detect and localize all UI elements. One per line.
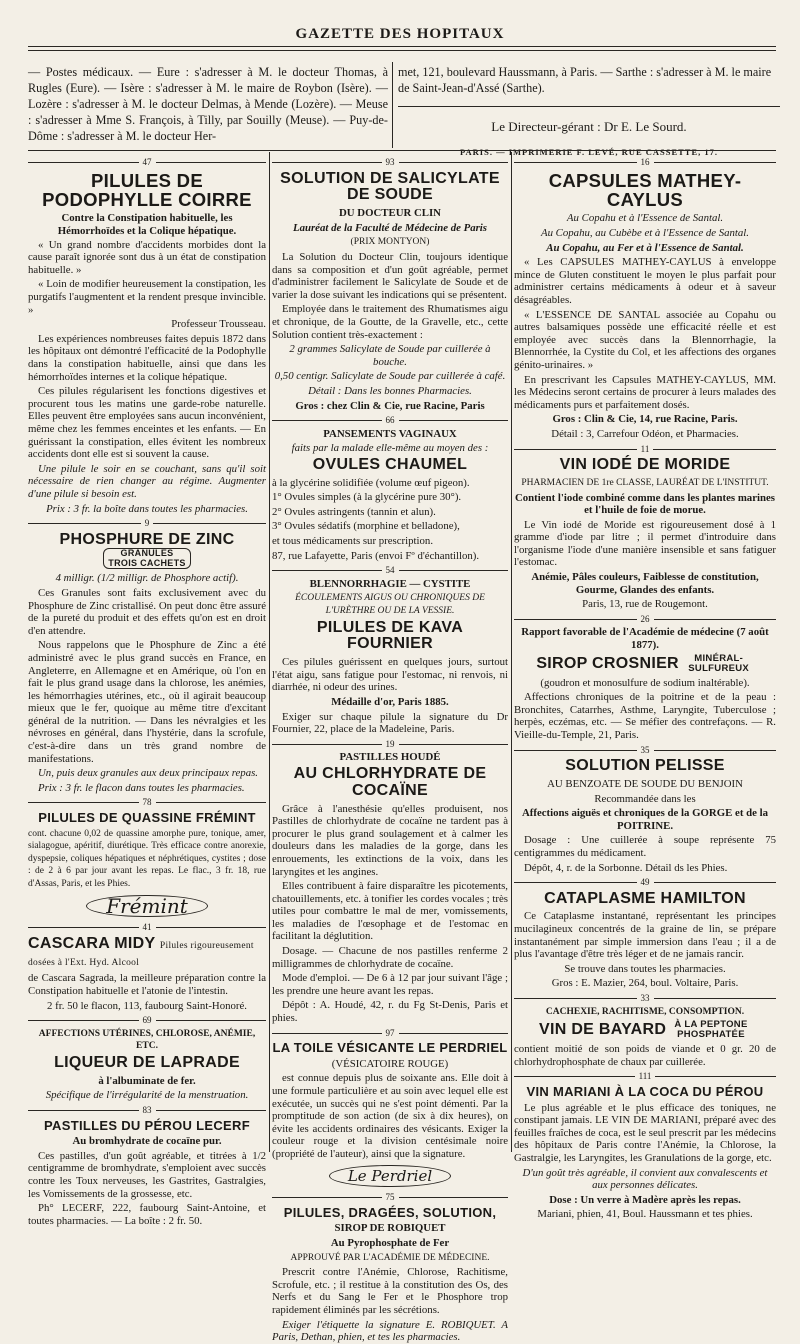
ad-number: 41: [28, 921, 266, 934]
ad-composition: (goudron et monosulfure de sodium inaltérable).: [540, 676, 750, 689]
ad-mode: Mode d'emploi. — De 6 à 12 par jour suivant l'âge ; les prendre une heure avant les repas.: [272, 972, 508, 997]
ad-title: SOLUTION PELISSE: [565, 757, 725, 775]
top-divider: [392, 62, 393, 148]
ad-address: Mariani, phien, 41, Boul. Haussmann et tes phies.: [537, 1208, 753, 1221]
ad-title: PILULES DE QUASSINE FRÉMINT: [38, 810, 256, 826]
ad-perou-lecerf: [28, 1104, 266, 1227]
ad-robiquet: [272, 1191, 508, 1344]
ad-subtitle: à l'albuminate de fer.: [98, 1074, 196, 1087]
ad-footer: Ph° LECERF, 222, faubourg Saint-Antoine, et toutes pharmacies. — La boîte : 2 fr. 50.: [28, 1202, 266, 1227]
ad-body: Ces pilules régularisent les fonctions digestives et procurent tous les matins une garde-robe naturelle. Elles peuvent être employées sans aucun inconvénient, même chez les femmes enceintes et les enfants. — En guérissant la constipation, elles évitent les nombreux accidents dont elle est si souvent la cause.: [28, 385, 266, 461]
ad-title: CATAPLASME HAMILTON: [544, 889, 746, 907]
ad-dosage: Un, puis deux granules aux deux principaux repas.: [38, 767, 258, 780]
ad-subtitle: AU BENZOATE DE SOUDE DU BENJOIN: [547, 777, 743, 790]
ad-title: VIN DE BAYARD À LA PEPTONE PHOSPHATÉE: [514, 1020, 776, 1040]
ad-column-1: [28, 156, 266, 1227]
ad-address: Paris, 13, rue de Rougemont.: [582, 598, 708, 611]
ad-number: 49: [514, 876, 776, 889]
ad-line: Au Copahu et à l'Essence de Santal.: [566, 212, 724, 225]
ad-title: VIN MARIANI À LA COCA DU PÉROU: [526, 1083, 764, 1099]
ad-body: Le plus agréable et le plus efficace des toniques, ne constipant jamais. LE VIN DE MARIANI, préparé avec des feuilles fraîches de coca, est le seul prescrit par les médecins des hôpitaux de Paris contre l'Anémie, la Chlorose, la Gastralgie, les Laryngites, les Granulations de la gorge, etc.: [514, 1101, 776, 1164]
ad-body: Les expériences nombreuses faites depuis 1872 dans les hôpitaux ont démontré l'efficacité de la Podophylle dans la constipation habituelle, ainsi que dans les hémorrhoïdes internes et la colique hépatique.: [28, 332, 266, 383]
ad-title: PASTILLES DU PÉROU LECERF: [44, 1117, 250, 1133]
ad-price: 2 fr. 50 le flacon, 113, faubourg Saint-Honoré.: [47, 999, 247, 1012]
ad-title: OVULES CHAUMEL: [312, 455, 468, 473]
ad-dose: 2 grammes Salicylate de Soude par cuillerée à bouche.: [289, 343, 491, 368]
ad-number: 111: [514, 1070, 776, 1083]
ad-number: 75: [272, 1191, 508, 1204]
ad-number: 33: [514, 992, 776, 1005]
ad-recommended: Recommandée dans les: [594, 792, 696, 805]
quote: « Loin de modifier heureusement la constipation, les purgatifs l'augmentent et la rendent presque invincible. »: [28, 278, 266, 316]
ad-tagline: BLENNORRHAGIE — CYSTITE: [309, 577, 471, 590]
ad-laprade: [28, 1014, 266, 1102]
ad-body: Ces Granules sont faits exclusivement avec du Phosphure de Zinc cristallisé. On peut donc être assuré de la pureté du produit et des effets qu'on est en droit d'en attendre.: [28, 586, 266, 637]
ad-depot: Dépôt, 4, r. de la Sorbonne. Détail ds les Phies.: [524, 861, 728, 874]
ad-dose: 0,50 centigr. Salicylate de Soude par cuillerée à café.: [274, 370, 506, 383]
ad-title: PHOSPHURE DE ZINC GRANULES TROIS CACHETS: [59, 530, 235, 568]
ad-body: Grâce à l'anesthésie qu'elles produisent, nos Pastilles de chlorhydrate de cocaïne ne tardent pas à procurer le plus grand soulagement et à calmer les douleurs dans les maladies de la gorge, dans les enrouements, les extinctions de la voix, dans les laryngites et les angines.: [272, 802, 508, 878]
ad-number: 35: [514, 744, 776, 757]
ad-number: 19: [272, 738, 508, 751]
ad-body: Ces pastilles, d'un goût agréable, et titrées à 1/2 centigramme de bromhydrate, s'emploient avec succès contre les Toux nerveuses, les Gastrites, Gastralgies, les Vomissements de la grossesse, etc.: [28, 1149, 266, 1200]
ad-body: Employée dans le traitement des Rhumatismes aigu et chronique, de la Goutte, de la Gravelle, etc., cette Solution contient très-exactement :: [272, 303, 508, 341]
ad-detail: Détail : 3, Carrefour Odéon, et Pharmacies.: [551, 427, 739, 440]
ad-phosphure-zinc: [28, 517, 266, 794]
ad-number: 47: [28, 156, 266, 169]
ad-italic: D'un goût très agréable, il convient aux convalescents et aux personnes délicates.: [522, 1166, 768, 1192]
redacteur-rule: [398, 106, 780, 107]
ad-price: Prix : 3 fr. la boîte dans toutes les pharmacies.: [46, 502, 248, 515]
ad-clin-salicylate: [272, 156, 508, 412]
ad-spec: Spécifique de l'irrégularité de la menstruation.: [45, 1089, 249, 1102]
ad-approved: APPROUVÉ PAR L'ACADÉMIE DE MÉDECINE.: [290, 1252, 490, 1263]
column-divider-1: [269, 152, 270, 1152]
ad-body: de Cascara Sagrada, la meilleure préparation contre la Constipation habituelle et l'atonie de l'intestin.: [28, 972, 266, 998]
ad-body: Ce Cataplasme instantané, représentant les principes mucilagineux concentrés de la graine de lin, se prépare instantanément par simple immersion dans l'eau ; il a de plus l'avantage d'être très léger et de ne jamais rancir.: [514, 910, 776, 961]
ad-number: 26: [514, 613, 776, 626]
ad-body: Prescrit contre l'Anémie, Chlorose, Rachitisme, Scrofule, etc. ; il restitue à la constitution des Os, des Nerfs et du Sang le Fer et le Phosphore trop rapidement éliminés par les sécrétions.: [272, 1266, 508, 1317]
ad-tagline: AFFECTIONS UTÉRINES, CHLOROSE, ANÉMIE, ETC.: [38, 1028, 256, 1052]
ad-subtitle: DU DOCTEUR CLIN: [339, 207, 441, 220]
ad-list-item: et tous médicaments sur prescription.: [272, 535, 434, 548]
ad-title: VIN IODÉ DE MORIDE: [559, 456, 731, 474]
ad-title: SIROP CROSNIER MINÉRAL-SULFUREUX: [514, 654, 776, 674]
quote-author: Professeur Trousseau.: [171, 318, 266, 331]
ad-body: Elles contribuent à faire disparaître les picotements, chatouillements, etc. à tonifier les cordes vocales ; très utiles pour combattre le mal de mer, vomissements, les maladies de l'œsophage et de l'estomac en facilitant la déglutition.: [272, 880, 508, 943]
ad-body: est connue depuis plus de soixante ans. Elle doit à une formule particulière et au soin avec lequel elle est exécutée, un succès qui ne s'est point démenti. Par la promptitude de son action (de six à dix heures), on évite les accidents ordinaires des vésicants. Exiger la couleur rouge et la division centésimale noire (propriété de l'auteur), ainsi que la signature.: [272, 1072, 508, 1161]
ad-vin-mariani: [514, 1070, 776, 1221]
ad-dosage: Dosage. — Chacune de nos pastilles renferme 2 milligrammes de chlorhydrate de cocaïne.: [272, 945, 508, 970]
column-divider-2: [511, 152, 512, 1152]
ad-title: LA TOILE VÉSICANTE LE PERDRIEL: [272, 1040, 508, 1056]
ad-laureat: Lauréat de la Faculté de Médecine de Paris: [292, 221, 487, 234]
ad-title: LIQUEUR DE LAPRADE: [54, 1054, 240, 1071]
ad-body: à la glycérine solidifiée (volume œuf pigeon).: [272, 476, 470, 489]
ad-kava-fournier: [272, 564, 508, 736]
ad-cataplasme-hamilton: [514, 876, 776, 990]
postes-medicaux-text: — Postes médicaux. — Eure : s'adresser à M. le docteur Thomas, à Rugles (Eure). — Isère : s'adresser à M. le maire de Roybon (Isère). — Lozère : s'adresser à M. le docteur Delmas, à Mende (Lozère). — Meuse : s'adresser à Mme S. François, à Tilly, par Souilly (Meuse). — Puy-de-Dôme : s'adresser à M. le docteur Her-: [28, 65, 388, 143]
ad-toile-perdriel: [272, 1027, 508, 1188]
ad-footer: Exiger sur chaque pilule la signature du Dr Fournier, 22, place de la Madeleine, Paris.: [272, 710, 508, 736]
ad-number: 83: [28, 1104, 266, 1117]
ad-dosage: Une pilule le soir en se couchant, sans qu'il soit nécessaire de rien changer au régime. Augmenter d'une pilule si besoin est.: [28, 462, 266, 500]
ad-number: 69: [28, 1014, 266, 1027]
ad-title-side: GRANULES TROIS CACHETS: [103, 548, 191, 569]
ad-where: Se trouve dans toutes les pharmacies.: [564, 962, 726, 975]
ad-body: « L'ESSENCE DE SANTAL associée au Copahu ou autres balsamiques possède une efficacité réelle et est employée avec succès dans la Blennorrhagie, la Blennorrhée, la Cystite du Col, et les affections des organes génito-urinaires. »: [514, 308, 776, 371]
quote: « Un grand nombre d'accidents morbides dont la cause paraît ignorée sont dus à un état de constipation habituelle. »: [28, 238, 266, 276]
ad-subtitle: Au Pyrophosphate de Fer: [330, 1237, 450, 1250]
ad-title: CAPSULES MATHEY-CAYLUS: [548, 169, 742, 211]
ad-tagline-2: faits par la malade elle-même au moyen des :: [291, 442, 489, 455]
ad-title: PILULES DE PODOPHYLLE COIRRE: [42, 169, 252, 211]
ad-vin-moride: [514, 443, 776, 611]
ad-title-small: PASTILLES HOUDÉ: [339, 751, 441, 764]
ad-subtitle: Contre la Constipation habituelle, les Hémorrhoïdes et la Colique hépatique.: [57, 212, 237, 238]
ad-title-side: À LA PEPTONE PHOSPHATÉE: [674, 1019, 748, 1041]
ad-sirop-crosnier: [514, 613, 776, 742]
ad-quassine: [28, 796, 266, 917]
ad-body: Le Vin iodé de Moride est rigoureusement dosé à 1 gramme d'iode par litre ; il permet d'introduire dans l'organisme l'iode d'une manière insensible et sans fatiguer l'estomac.: [514, 518, 776, 569]
ad-line: Au Copahu, au Fer et à l'Essence de Santal.: [546, 241, 744, 254]
ad-title: PILULES DE KAVA FOURNIER: [316, 618, 464, 653]
ad-list-item: 3° Ovules sédatifs (morphine et belladone),: [272, 520, 460, 533]
ad-prix: (PRIX MONTYON): [350, 237, 430, 248]
ad-pastilles-houde: [272, 738, 508, 1025]
header-rule: [28, 46, 776, 47]
ad-column-2: [272, 156, 508, 1344]
ad-subtitle: PHARMACIEN DE 1re CLASSE, LAURÉAT DE L'INSTITUT.: [521, 477, 769, 488]
ad-title: AU CHLORHYDRATE DE COCAÏNE: [293, 764, 487, 799]
ad-price: Prix : 3 fr. le flacon dans toutes les pharmacies.: [38, 781, 245, 794]
imprint-line: PARIS. — IMPRIMERIE F. LEVÉ, RUE CASSETTE, 17.: [459, 147, 719, 157]
ad-body: Nous rappelons que le Phosphure de Zinc a été administré avec le plus grand succès en France, en Angleterre, en Allemagne et en Amérique, où l'on en fait le plus grand usage dans la chlorose, les anémies, les hémorrhagies utérines, etc., où il agirait beaucoup mieux que le fer, quoique au même titre d'excitant général de la nutrition. — Dans les névralgies et les névroses en général, dans l'hystérie, dans la scrofule, c'est-à-dire dans un très grand nombre de manifestations.: [28, 639, 266, 765]
ad-body: En prescrivant les Capsules MATHEY-CAYLUS, MM. les Médecins seront certains de procurer à leurs malades des médicaments purs et parfaitement dosés.: [514, 373, 776, 411]
ad-title: PILULES, DRAGÉES, SOLUTION,: [283, 1204, 497, 1220]
ad-body: cont. chacune 0,02 de quassine amorphe pure, tonique, amer, sialagogue, apéritif, diurétique. Très efficace contre anorexie, dyspepsie, coliques hépatiques et néphrétiques, cystites ; dose : de 2 à 6 par jour avant les repas. Le flac., 3 fr. 18, rue d'Assas, Paris, et les Phies.: [28, 828, 266, 890]
ad-dose: Dose : Un verre à Madère après les repas.: [549, 1193, 741, 1206]
ad-tagline-2: ÉCOULEMENTS AIGUS OU CHRONIQUES DE L'URÈTHRE OU DE LA VESSIE.: [295, 593, 485, 617]
ad-dosage: Dosage : Une cuillerée à soupe représente 75 centigrammes du médicament.: [514, 834, 776, 859]
ads-top-rule: [28, 150, 776, 151]
ad-tagline: Contient l'iode combiné comme dans les plantes marines et l'huile de foie de morue.: [514, 491, 776, 517]
ad-tagline: PANSEMENTS VAGINAUX: [323, 427, 457, 440]
ad-title-side: MINÉRAL-SULFUREUX: [688, 652, 750, 674]
ad-cascara: [28, 921, 266, 1012]
ad-line: Au Copahu, au Cubèbe et à l'Essence de Santal.: [540, 227, 749, 240]
ad-number: 97: [272, 1027, 508, 1040]
ad-dose: 4 milligr. (1/2 milligr. de Phosphore actif).: [55, 572, 239, 585]
perdriel-signature: Le Perdriel: [329, 1165, 451, 1188]
ad-subtitle: (VÉSICATOIRE ROUGE): [331, 1057, 449, 1070]
ad-list-item: 1° Ovules simples (à la glycérine pure 30°).: [272, 491, 462, 504]
header-rule-thin: [28, 50, 776, 51]
ad-number: 78: [28, 796, 266, 809]
top-right-block: [398, 64, 780, 160]
ad-list-item: 2° Ovules astringents (tannin et alun).: [272, 505, 436, 518]
running-title: GAZETTE DES HOPITAUX: [295, 26, 505, 42]
ad-medal: Médaille d'or, Paris 1885.: [331, 695, 449, 708]
ad-body: La Solution du Docteur Clin, toujours identique dans sa composition et d'un goût agréable, permet d'administrer facilement le Salicylate de Soude et de varier la dose suivant les indications qui se présentent.: [272, 250, 508, 301]
ad-solution-pelisse: [514, 744, 776, 875]
ad-number: 93: [272, 156, 508, 169]
ad-affections: Affections aiguës et chroniques de la GORGE et de la POITRINE.: [521, 807, 769, 832]
ad-depot: Dépôt : A. Houdé, 42, r. du Fg St-Denis, Paris et phies.: [272, 999, 508, 1025]
ad-title-2: SIROP DE ROBIQUET: [334, 1222, 446, 1235]
ad-body: contient moitié de son poids de viande et 0 gr. 20 de chlorhydrophosphate de chaux par cuillerée.: [514, 1043, 776, 1068]
ad-rapport: Rapport favorable de l'Académie de médecine (7 août 1877).: [521, 626, 769, 652]
ad-number: 66: [272, 414, 508, 427]
ad-body: « Les CAPSULES MATHEY-CAYLUS à enveloppe mince de Gluten constituent le moyen le plus parfait pour administrer certains médicaments à odeur et à saveur désagréables.: [514, 256, 776, 306]
ad-gros: Gros : chez Clin & Cie, rue Racine, Paris: [295, 399, 485, 412]
ad-subtitle: Au bromhydrate de cocaïne pur.: [72, 1135, 222, 1148]
ad-gros: Gros : E. Mazier, 264, boul. Voltaire, Paris.: [551, 977, 739, 990]
directeur-gerant: Le Directeur-gérant : Dr E. Le Sourd.: [491, 119, 687, 134]
ad-title-side: Pilules rigoureusement dosées à l'Ext. Hyd. Alcool: [28, 940, 254, 968]
ad-number: 16: [514, 156, 776, 169]
ad-footer: Exiger l'étiquette la signature E. ROBIQUET. A Paris, Dethan, phien, et tes les pharmacies.: [272, 1318, 508, 1344]
ad-number: 9: [28, 517, 266, 530]
ad-tagline: CACHEXIE, RACHITISME, CONSOMPTION.: [545, 1006, 745, 1017]
ad-column-3: [514, 156, 776, 1221]
ad-podophylle: [28, 156, 266, 515]
ad-vin-bayard: [514, 992, 776, 1068]
ad-title: CASCARA MIDY Pilules rigoureusement dosées à l'Ext. Hyd. Alcool: [28, 934, 254, 968]
ad-address: 87, rue Lafayette, Paris (envoi Fº d'échantillon).: [272, 549, 480, 562]
ad-number: 11: [514, 443, 776, 456]
fremint-signature: Frémint: [86, 895, 208, 918]
ad-tagline-2: Anémie, Pâles couleurs, Faiblesse de constitution, Gourme, Glandes des enfants.: [531, 571, 759, 596]
ad-title: SOLUTION DE SALICYLATE DE SOUDE: [280, 169, 500, 204]
ad-ovules-chaumel: [272, 414, 508, 562]
ad-body: Affections chroniques de la poitrine et de la peau : Bronchites, Catarrhes, Asthme, Laryngite, Tuberculose ; herpès, eczémas, etc. — Se méfier des contrefaçons. — R. Vieille-du-Temple, 21, Paris.: [514, 691, 776, 741]
ad-gros: Gros : Clin & Cie, 14, rue Racine, Paris.: [552, 413, 738, 426]
ad-number: 54: [272, 564, 508, 577]
ad-detail: Détail : Dans les bonnes Pharmacies.: [308, 384, 472, 397]
ad-mathey-caylus: [514, 156, 776, 441]
postes-continuation: met, 121, boulevard Haussmann, à Paris. — Sarthe : s'adresser à M. le maire de Saint-Jean-d'Assé (Sarthe).: [398, 65, 772, 95]
ad-body: Ces pilules guérissent en quelques jours, surtout l'état aigu, sans fatigue pour l'estomac, ni renvois, ni diarrhée, ni odeur des urines.: [272, 656, 508, 694]
